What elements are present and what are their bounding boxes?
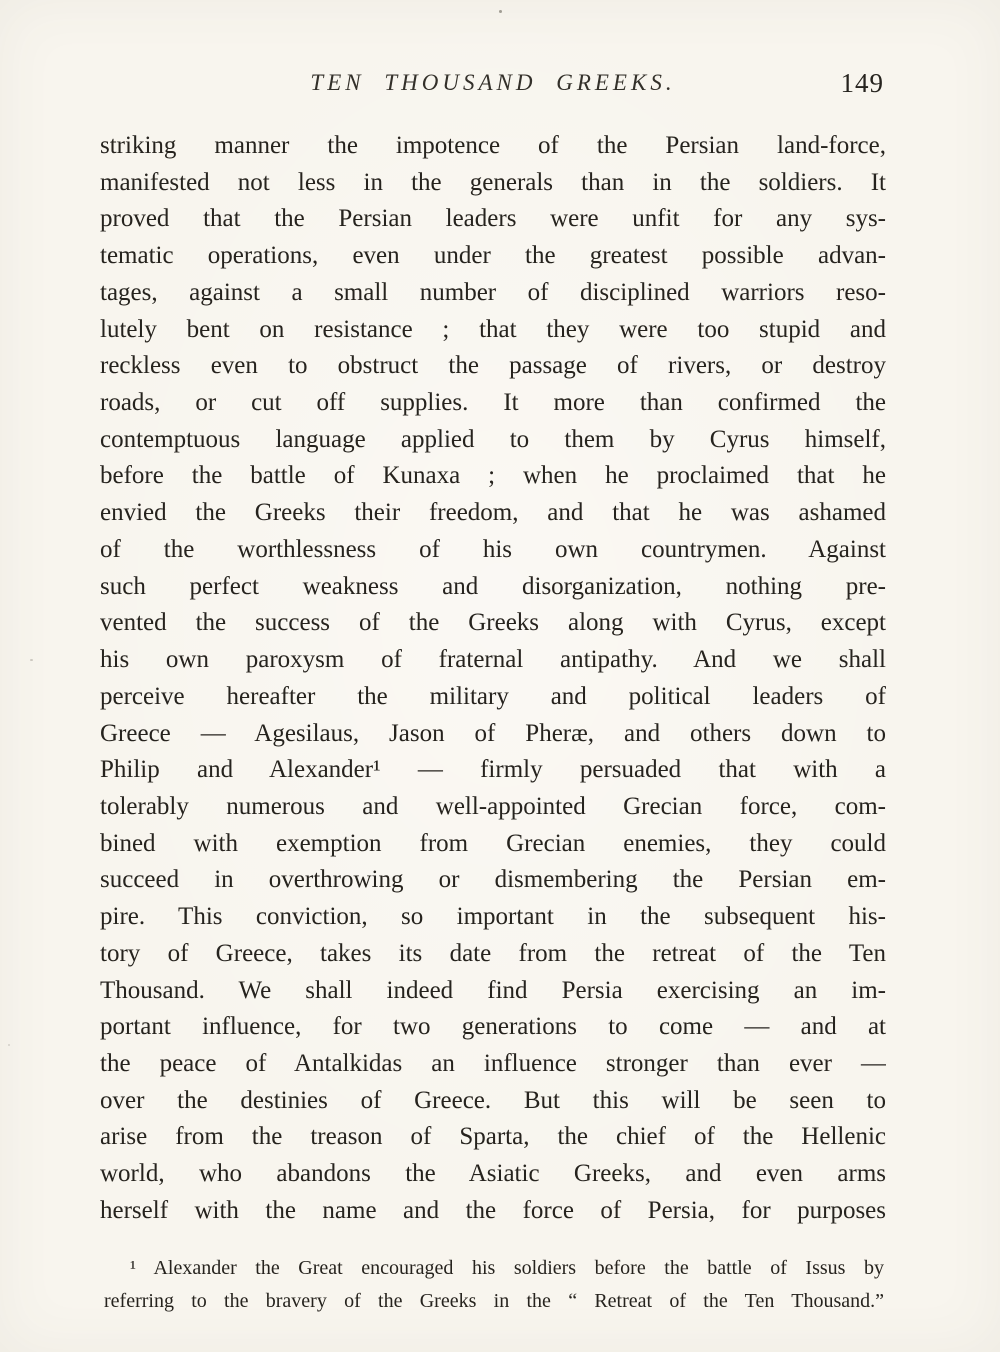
text-line: before the battle of Kunaxa ; when he proclaimed that he bbox=[100, 462, 886, 490]
text-line: arise from the treason of Sparta, the chief of the Hellenic bbox=[100, 1123, 886, 1151]
text-line: pire. This conviction, so important in the subsequent his- bbox=[100, 903, 886, 931]
text-line: contemptuous language applied to them by Cyrus himself, bbox=[100, 425, 886, 453]
text-line: portant influence, for two generations to come — and at bbox=[100, 1013, 886, 1041]
text-line: of the worthlessness of his own countrymen. Against bbox=[100, 535, 886, 563]
text-line: vented the success of the Greeks along with Cyrus, except bbox=[100, 609, 886, 637]
footnote bbox=[104, 1252, 884, 1318]
scan-speck bbox=[30, 659, 33, 661]
text-line: Thousand. We shall indeed find Persia exercising an im- bbox=[100, 976, 886, 1004]
text-line: such perfect weakness and disorganization, nothing pre- bbox=[100, 572, 886, 600]
footnote-line: ¹ Alexander the Great encouraged his soldiers before the battle of Issus by bbox=[130, 1257, 884, 1279]
text-line: tematic operations, even under the greatest possible advan- bbox=[100, 242, 886, 270]
text-line: the peace of Antalkidas an influence stronger than ever — bbox=[100, 1049, 886, 1077]
body-text bbox=[100, 128, 886, 1230]
text-column bbox=[100, 0, 886, 1352]
text-line: lutely bent on resistance ; that they were too stupid and bbox=[100, 315, 886, 343]
text-line: succeed in overthrowing or dismembering the Persian em- bbox=[100, 866, 886, 894]
text-line: perceive hereafter the military and political leaders of bbox=[100, 682, 886, 710]
text-line: tory of Greece, takes its date from the retreat of the Ten bbox=[100, 939, 886, 967]
text-line: over the destinies of Greece. But this will be seen to bbox=[100, 1086, 886, 1114]
text-line: roads, or cut off supplies. It more than confirmed the bbox=[100, 389, 886, 417]
text-line: striking manner the impotence of the Persian land-force, bbox=[100, 132, 886, 159]
text-line: reckless even to obstruct the passage of rivers, or destroy bbox=[100, 352, 886, 380]
text-line: Greece — Agesilaus, Jason of Pheræ, and others down to bbox=[100, 719, 886, 747]
text-line: bined with exemption from Grecian enemies, they could bbox=[100, 829, 886, 857]
text-line: world, who abandons the Asiatic Greeks, and even arms bbox=[100, 1160, 886, 1188]
page-number: 149 bbox=[840, 68, 884, 98]
footnote-line: referring to the bravery of the Greeks in the “ Retreat of the Ten Thousand.” bbox=[104, 1290, 884, 1312]
text-line: manifested not less in the generals than in the soldiers. It bbox=[100, 168, 886, 196]
text-line: herself with the name and the force of Persia, for purposes bbox=[100, 1196, 886, 1224]
text-line: envied the Greeks their freedom, and that he was ashamed bbox=[100, 499, 886, 527]
page-header bbox=[100, 70, 886, 104]
text-line: his own paroxysm of fraternal antipathy. And we shall bbox=[100, 646, 886, 674]
text-line: proved that the Persian leaders were unfit for any sys- bbox=[100, 205, 886, 233]
text-line: Philip and Alexander¹ — firmly persuaded that with a bbox=[100, 756, 886, 784]
text-line: tages, against a small number of disciplined warriors reso- bbox=[100, 278, 886, 306]
running-title: TEN THOUSAND GREEKS. bbox=[310, 70, 676, 95]
scan-speck bbox=[8, 1044, 10, 1046]
text-line: tolerably numerous and well-appointed Grecian force, com- bbox=[100, 792, 886, 820]
